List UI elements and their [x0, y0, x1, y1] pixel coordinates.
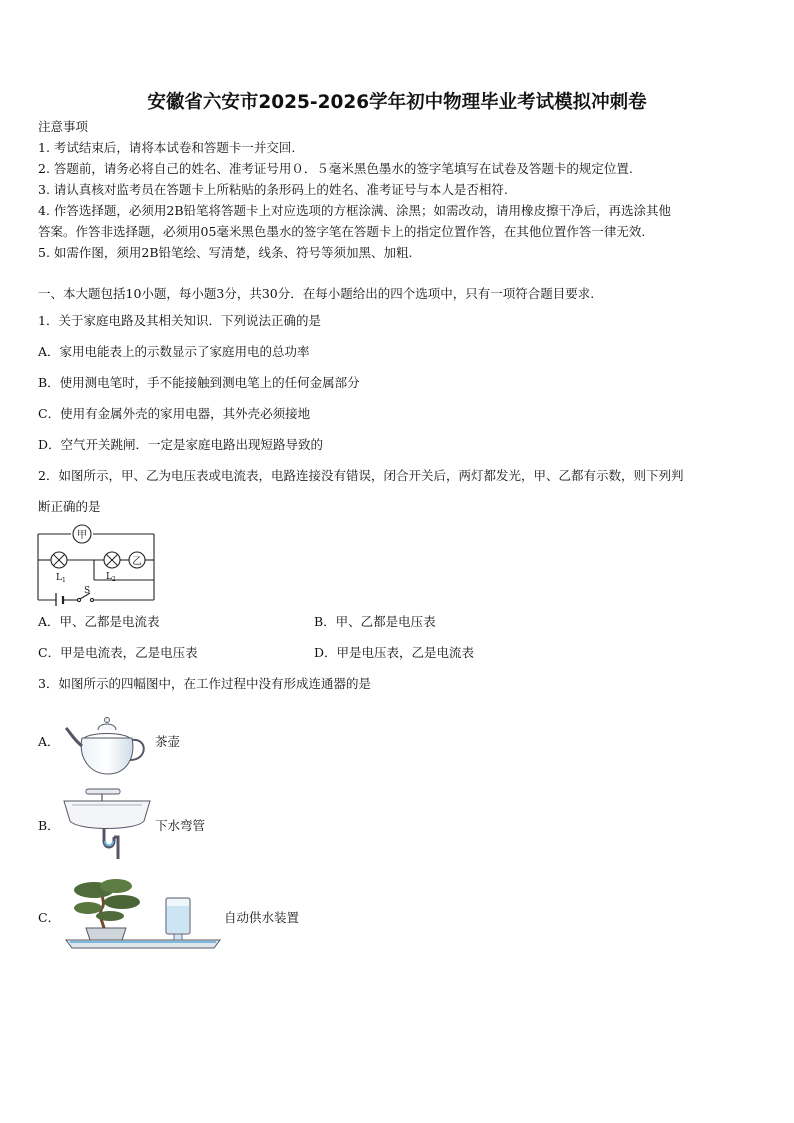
lamp-l1-label: L: [56, 573, 62, 583]
lamp-l2-subscript: 2: [112, 576, 116, 583]
lamp-l2-icon: [104, 552, 120, 568]
q2-stem-cont: 断正确的是: [38, 499, 101, 514]
notice-item-5: 5. 如需作图，须用2B铅笔绘、写清楚，线条、符号等须加黑、加粗.: [38, 245, 413, 260]
q2-option-c: C．甲是电流表，乙是电压表: [38, 645, 198, 660]
meter-yi-label: 乙: [132, 556, 142, 567]
q3-option-a-label: 茶壶: [155, 734, 181, 749]
q3-option-a-letter: A．: [38, 734, 60, 749]
circuit-diagram: [34, 520, 160, 606]
teapot-icon: [64, 708, 152, 778]
notice-item-3: 3. 请认真核对监考员在答题卡上所粘贴的条形码上的姓名、准考证号与本人是否相符.: [38, 182, 508, 197]
notice-item-1: 1. 考试结束后，请将本试卷和答题卡一并交回.: [38, 140, 296, 155]
lamp-l1-subscript: 1: [62, 577, 66, 584]
q2-option-a: A．甲、乙都是电流表: [38, 614, 160, 629]
q1-option-a: A．家用电能表上的示数显示了家庭用电的总功率: [38, 344, 310, 359]
meter-jia-label: 甲: [77, 530, 87, 541]
bonsai-water-feeder-icon: [64, 876, 222, 960]
q3-option-c-letter: C．: [38, 910, 61, 925]
lamp-l1-icon: [51, 552, 67, 568]
q2-option-b: B．甲、乙都是电压表: [314, 614, 436, 629]
q3-option-b-label: 下水弯管: [155, 818, 206, 833]
notice-item-4-cont: 答案。作答非选择题，必须用05毫米黑色墨水的签字笔在答题卡上的指定位置作答，在其他位置作答一律无效.: [38, 224, 646, 239]
q1-option-b: B．使用测电笔时，手不能接触到测电笔上的任何金属部分: [38, 375, 360, 390]
battery-icon: [56, 593, 63, 606]
sink-drain-icon: [62, 785, 152, 863]
page-title: 安徽省六安市2025-2026学年初中物理毕业考试模拟冲刺卷: [147, 92, 647, 113]
switch-label: S: [84, 586, 91, 596]
notice-heading: 注意事项: [38, 119, 89, 134]
section-heading: 一、本大题包括10小题，每小题3分，共30分．在每小题给出的四个选项中，只有一项符合题目要求.: [38, 286, 595, 301]
q1-stem: 1．关于家庭电路及其相关知识．下列说法正确的是: [38, 313, 321, 328]
q1-option-c: C．使用有金属外壳的家用电器，其外壳必须接地: [38, 406, 311, 421]
notice-item-2: 2. 答题前，请务必将自己的姓名、准考证号用０．５毫米黑色墨水的签字笔填写在试卷及答题卡的规定位置.: [38, 161, 633, 176]
q2-stem: 2．如图所示，甲、乙为电压表或电流表，电路连接没有错误，闭合开关后，两灯都发光，甲、乙都有示数，则下列判: [38, 468, 684, 483]
q1-option-d: D．空气开关跳闸．一定是家庭电路出现短路导致的: [38, 437, 324, 452]
q3-option-b-letter: B．: [38, 818, 60, 833]
q3-option-c-label: 自动供水装置: [224, 910, 300, 925]
notice-item-4: 4. 作答选择题，必须用2B铅笔将答题卡上对应选项的方框涂满、涂黑；如需改动，请用橡皮擦干净后，再选涂其他: [38, 203, 672, 218]
lamp-l2-label: L: [106, 572, 112, 582]
q3-stem: 3．如图所示的四幅图中，在工作过程中没有形成连通器的是: [38, 676, 371, 691]
q2-option-d: D．甲是电压表，乙是电流表: [314, 645, 475, 660]
